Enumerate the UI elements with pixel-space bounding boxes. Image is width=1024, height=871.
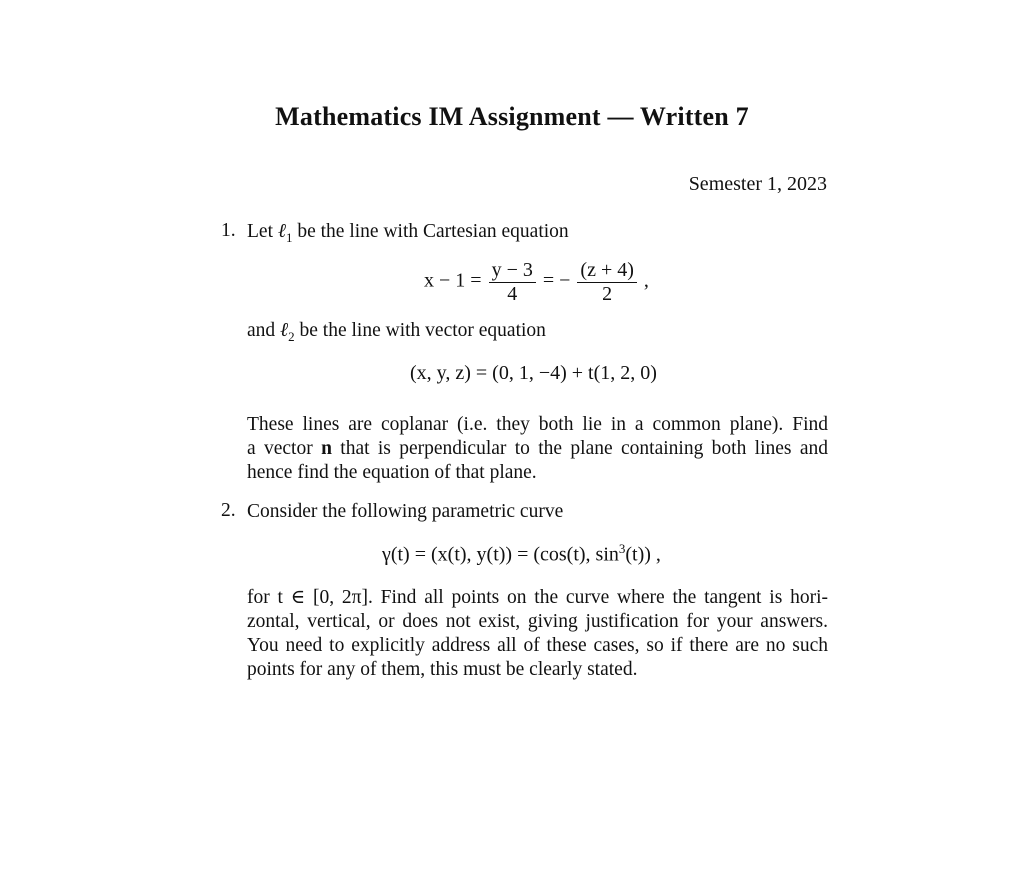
question-2-paragraph xyxy=(247,586,828,682)
fraction-z xyxy=(577,259,636,305)
cartesian-equation xyxy=(424,259,649,305)
parametric-equation xyxy=(382,541,661,567)
ell2-symbol: ℓ xyxy=(280,320,289,341)
fraction-z-denominator: 2 xyxy=(602,283,613,305)
question-1-paragraph xyxy=(247,413,828,485)
q1-para-line-3: hence find the equation of that plane. xyxy=(247,462,537,483)
fraction-z-numerator: (z + 4) xyxy=(577,259,636,283)
q1-para-line-2c: that is perpendicular to the plane containing both lines and xyxy=(331,438,828,459)
q1-intro-text-b: be the line with Cartesian equation xyxy=(292,221,569,242)
q1-intro-text-a: Let xyxy=(247,221,278,242)
q1-para-line-2 xyxy=(247,437,828,461)
q2-para-line-4: points for any of them, this must be clearly stated. xyxy=(247,659,638,680)
q1-and-text-a: and xyxy=(247,320,281,341)
fraction-y xyxy=(489,259,536,305)
question-1-and xyxy=(247,319,546,349)
fraction-y-numerator: y − 3 xyxy=(489,259,536,283)
semester-date: Semester 1, 2023 xyxy=(688,173,827,195)
question-1-intro xyxy=(247,220,569,250)
question-2-intro: Consider the following parametric curve xyxy=(247,501,564,522)
eq-gamma-a: γ(t) = (x(t), y(t)) = (cos(t), sin xyxy=(382,543,619,566)
eq1-tail: , xyxy=(643,269,649,292)
eq1-lhs: x − 1 = xyxy=(424,269,482,292)
q1-and-text-b: be the line with vector equation xyxy=(294,320,546,341)
question-1-number: 1. xyxy=(221,220,236,241)
ell1-symbol: ℓ xyxy=(277,221,286,242)
q2-para-line-1: for t ∈ [0, 2π]. Find all points on the curve where the tangent is hori- xyxy=(247,587,828,608)
eq1-mid: = − xyxy=(542,269,571,292)
ell2-subscript: 2 xyxy=(288,328,295,344)
vector-equation: (x, y, z) = (0, 1, −4) + t(1, 2, 0) xyxy=(410,362,657,384)
q1-para-line-2a: a vector xyxy=(247,438,322,459)
eq-gamma-exponent: 3 xyxy=(618,541,626,556)
q2-para-line-3: You need to explicitly address all of these cases, so if there are no such xyxy=(247,635,828,656)
question-2-number: 2. xyxy=(221,500,236,521)
fraction-y-denominator: 4 xyxy=(507,283,518,305)
q2-para-line-2: zontal, vertical, or does not exist, giving justification for your answers. xyxy=(247,611,828,632)
eq-gamma-b: (t)) , xyxy=(625,543,661,566)
page-title: Mathematics IM Assignment — Written 7 xyxy=(275,102,749,131)
vector-n-symbol: n xyxy=(321,438,332,459)
q1-para-line-1: These lines are coplanar (i.e. they both lie in a common plane). Find xyxy=(247,414,828,435)
ell1-subscript: 1 xyxy=(285,229,293,245)
